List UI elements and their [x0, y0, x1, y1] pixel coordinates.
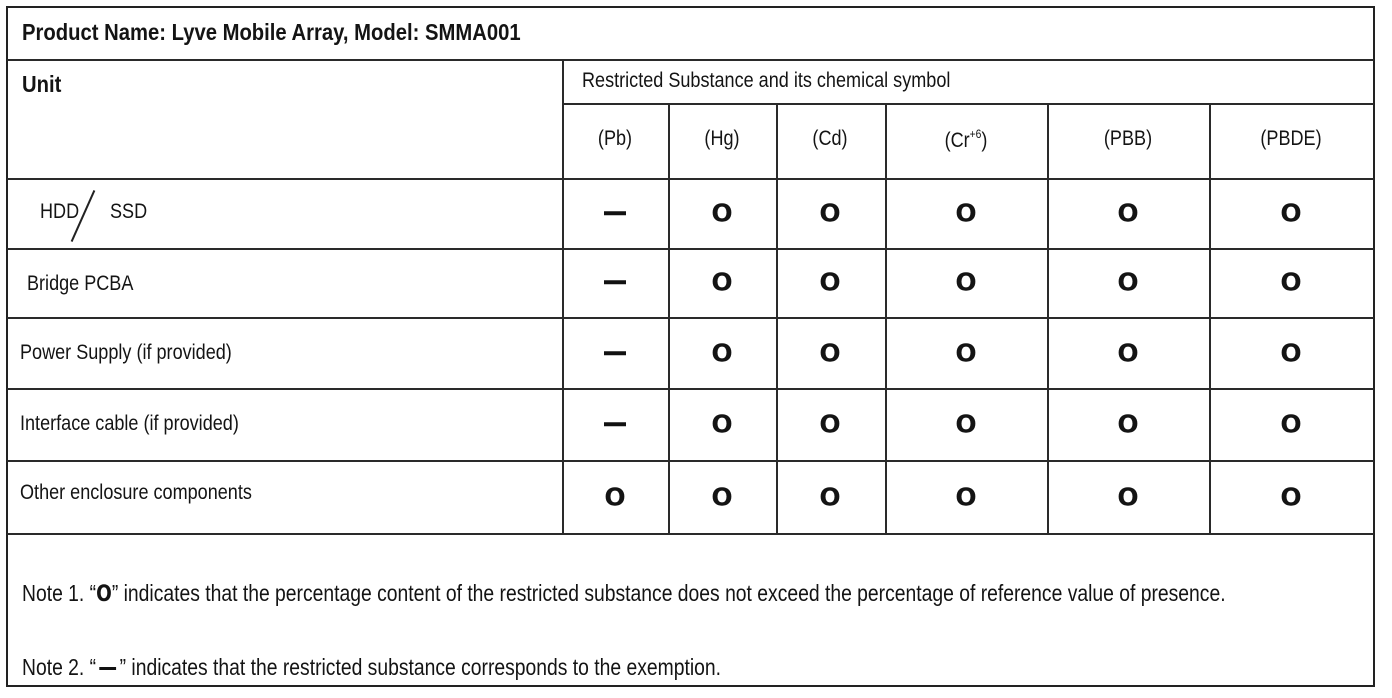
row-label-power-supply: Power Supply (if provided) [20, 341, 232, 364]
cell-row1-cr6-circle: O [955, 198, 977, 228]
note-1-prefix: Note 1. “ [22, 580, 97, 606]
col-header-pb: (Pb) [597, 127, 633, 150]
col-header-pbde: (PBDE) [1260, 127, 1322, 150]
cell-row1-cd-circle: O [819, 198, 841, 228]
cell-row3-hg-circle: O [711, 338, 733, 368]
cell-row1-pbb-circle: O [1117, 198, 1139, 228]
cr-close: ) [981, 129, 988, 152]
cell-row2-cd-circle: O [819, 267, 841, 297]
cell-row1-pbde-circle: O [1280, 198, 1302, 228]
cell-row4-cd-circle: O [819, 409, 841, 439]
cell-row2-hg-circle: O [711, 267, 733, 297]
rule-unit-column [562, 59, 564, 534]
cell-row2-pb-dash [604, 280, 626, 284]
product-title: Product Name: Lyve Mobile Array, Model: SMMA001 [22, 19, 521, 45]
note-1 [22, 582, 1226, 606]
rule-col-3 [885, 103, 887, 534]
rule-row-4 [7, 460, 1374, 462]
cell-row3-cr6-circle: O [955, 338, 977, 368]
cell-row3-pbde-circle: O [1280, 338, 1302, 368]
cr-valence: +6 [969, 127, 982, 141]
rule-row-5 [7, 533, 1374, 535]
cell-row5-cr6-circle: O [955, 482, 977, 512]
note-1-text: ” indicates that the percentage content of the restricted substance does not exceed the percentage of reference value of presence. [111, 580, 1226, 606]
rule-col-4 [1047, 103, 1049, 534]
col-header-hg: (Hg) [704, 127, 740, 150]
note-2-dash-symbol [99, 667, 116, 670]
cell-row2-pbb-circle: O [1117, 267, 1139, 297]
rule-row-2 [7, 317, 1374, 319]
cell-row5-pbde-circle: O [1280, 482, 1302, 512]
row-label-hdd: HDD [40, 200, 80, 223]
cell-row3-cd-circle: O [819, 338, 841, 368]
col-header-cr6 [945, 128, 988, 151]
rule-under-substance-header [563, 103, 1374, 105]
row-label-bridge-pcba: Bridge PCBA [27, 272, 134, 295]
row-label-ssd: SSD [110, 200, 148, 223]
cell-row5-pbb-circle: O [1117, 482, 1139, 512]
rule-col-1 [668, 103, 670, 534]
cr-symbol: (Cr [944, 129, 970, 152]
cell-row5-hg-circle: O [711, 482, 733, 512]
rule-row-1 [7, 248, 1374, 250]
cell-row1-hg-circle: O [711, 198, 733, 228]
rule-row-3 [7, 388, 1374, 390]
cell-row4-pbde-circle: O [1280, 409, 1302, 439]
rule-under-title [7, 59, 1374, 61]
note-2-text: ” indicates that the restricted substance corresponds to the exemption. [119, 654, 722, 680]
cell-row4-pb-dash [604, 422, 626, 426]
substance-header: Restricted Substance and its chemical symbol [582, 69, 951, 92]
cell-row5-cd-circle: O [819, 482, 841, 512]
rule-col-5 [1209, 103, 1211, 534]
rule-col-2 [776, 103, 778, 534]
cell-row2-cr6-circle: O [955, 267, 977, 297]
col-header-pbb: (PBB) [1103, 127, 1153, 150]
row-label-interface-cable: Interface cable (if provided) [20, 412, 239, 435]
rule-under-header [7, 178, 1374, 180]
col-header-cd: (Cd) [812, 127, 848, 150]
note-2-prefix: Note 2. “ [22, 654, 97, 680]
note-2 [22, 656, 721, 679]
cell-row3-pbb-circle: O [1117, 338, 1139, 368]
note-1-circle-symbol: O [96, 582, 112, 607]
cell-row1-pb-dash [604, 211, 626, 215]
unit-header: Unit [22, 71, 62, 97]
cell-row4-cr6-circle: O [955, 409, 977, 439]
row-label-enclosure: Other enclosure components [20, 481, 252, 504]
cell-row3-pb-dash [604, 351, 626, 355]
cell-row2-pbde-circle: O [1280, 267, 1302, 297]
cell-row5-pb-circle: O [604, 482, 626, 512]
cell-row4-pbb-circle: O [1117, 409, 1139, 439]
cell-row4-hg-circle: O [711, 409, 733, 439]
